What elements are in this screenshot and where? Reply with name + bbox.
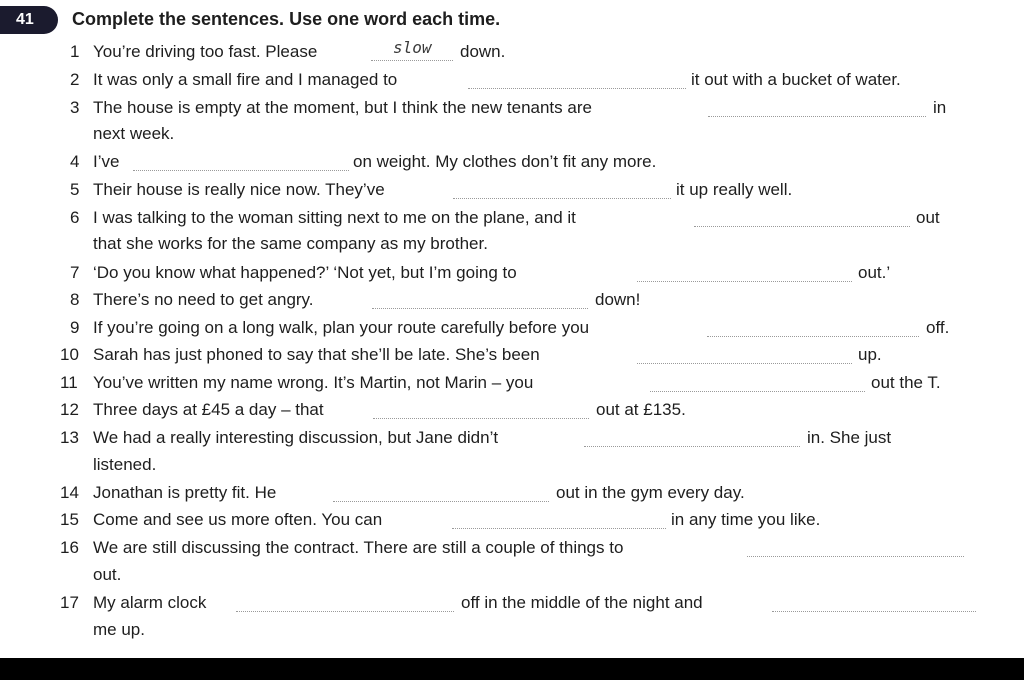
item-number: 9 xyxy=(70,318,80,337)
sentence-text: It was only a small fire and I managed to xyxy=(93,70,398,89)
item-number: 17 xyxy=(60,593,79,612)
item-number: 15 xyxy=(60,510,79,529)
sentence-text: I was talking to the woman sitting next to me on the plane, and it xyxy=(93,208,576,227)
sentence-text: We had a really interesting discussion, but Jane didn’t xyxy=(93,428,499,447)
exercise-title: Complete the sentences. Use one word each time. xyxy=(72,9,501,29)
answer-blank[interactable] xyxy=(584,426,800,447)
answer-blank[interactable] xyxy=(694,206,910,227)
sentence-9 xyxy=(0,316,1024,340)
answer-blank[interactable] xyxy=(372,288,588,309)
sentence-1 xyxy=(0,40,1024,64)
sentence-13 xyxy=(0,426,1024,450)
sentence-text: out.’ xyxy=(858,263,891,282)
sentence-7 xyxy=(0,261,1024,285)
item-number: 13 xyxy=(60,428,79,447)
sentence-text: out at £135. xyxy=(596,400,686,419)
sentence-2 xyxy=(0,68,1024,92)
sentence-6 xyxy=(0,206,1024,230)
sentence-text: If you’re going on a long walk, plan your route carefully before you xyxy=(93,318,590,337)
item-number: 11 xyxy=(60,373,78,392)
item-number: 8 xyxy=(70,290,80,309)
answer-blank[interactable] xyxy=(468,68,686,89)
sentence-text: The house is empty at the moment, but I think the new tenants are xyxy=(93,98,592,117)
sentence-14 xyxy=(0,481,1024,505)
answer-blank[interactable] xyxy=(373,398,589,419)
answer-blank[interactable] xyxy=(371,40,453,61)
sentence-12 xyxy=(0,398,1024,422)
sentence-8 xyxy=(0,288,1024,312)
answer-blank[interactable] xyxy=(236,591,454,612)
sentence-11 xyxy=(0,371,1024,395)
answer-blank[interactable] xyxy=(133,150,349,171)
item-number: 4 xyxy=(70,152,80,171)
sentence-10 xyxy=(0,343,1024,367)
item-number: 6 xyxy=(70,208,80,227)
sentence-text: off. xyxy=(926,318,950,337)
sentence-text: in any time you like. xyxy=(671,510,821,529)
sentence-6-continued: that she works for the same company as my brother. xyxy=(93,234,488,253)
bottom-black-bar xyxy=(0,658,1024,680)
answer-blank[interactable] xyxy=(637,343,852,364)
sentence-text: My alarm clock xyxy=(93,593,207,612)
sentence-text: in. She just xyxy=(807,428,892,447)
sentence-16 xyxy=(0,536,1024,560)
sentence-text: off in the middle of the night and xyxy=(461,593,703,612)
sentence-17 xyxy=(0,591,1024,615)
answer-blank[interactable] xyxy=(708,96,926,117)
sentence-3 xyxy=(0,96,1024,120)
item-number: 16 xyxy=(60,538,79,557)
sentence-text: out in the gym every day. xyxy=(556,483,745,502)
answer-blank[interactable] xyxy=(637,261,852,282)
sentence-text: Jonathan is pretty fit. He xyxy=(93,483,277,502)
item-number: 12 xyxy=(60,400,79,419)
sentence-text: There’s no need to get angry. xyxy=(93,290,314,309)
answer-blank[interactable] xyxy=(453,178,671,199)
answer-blank[interactable] xyxy=(452,508,666,529)
sentence-text: out xyxy=(916,208,940,227)
answer-blank[interactable] xyxy=(650,371,865,392)
answer-blank[interactable] xyxy=(772,591,976,612)
sentence-text: Three days at £45 a day – that xyxy=(93,400,324,419)
sentence-text: Their house is really nice now. They’ve xyxy=(93,180,385,199)
sentence-text: down! xyxy=(595,290,641,309)
sentence-text: You’ve written my name wrong. It’s Martin, not Marin – you xyxy=(93,373,534,392)
sentence-text: ‘Do you know what happened?’ ‘Not yet, but I’m going to xyxy=(93,263,517,282)
sentence-13-continued: listened. xyxy=(93,455,157,474)
sentence-text: it up really well. xyxy=(676,180,793,199)
sentence-16-continued: out. xyxy=(93,565,122,584)
sentence-text: on weight. My clothes don’t fit any more. xyxy=(353,152,657,171)
sentence-text: Come and see us more often. You can xyxy=(93,510,383,529)
sentence-text: You’re driving too fast. Please xyxy=(93,42,318,61)
answer-blank[interactable] xyxy=(707,316,919,337)
sentence-text: Sarah has just phoned to say that she’ll be late. She’s been xyxy=(93,345,540,364)
sentence-5 xyxy=(0,178,1024,202)
sentence-text: out the T. xyxy=(871,373,941,392)
sentence-text: I’ve xyxy=(93,152,120,171)
answer-blank[interactable] xyxy=(747,536,964,557)
item-number: 2 xyxy=(70,70,80,89)
sentence-text: We are still discussing the contract. There are still a couple of things to xyxy=(93,538,624,557)
item-number: 5 xyxy=(70,180,80,199)
item-number: 14 xyxy=(60,483,79,502)
answer-blank[interactable] xyxy=(333,481,549,502)
sentence-17-continued: me up. xyxy=(93,620,145,639)
sentence-text: in xyxy=(933,98,947,117)
sentence-text: down. xyxy=(460,42,506,61)
item-number: 3 xyxy=(70,98,80,117)
item-number: 7 xyxy=(70,263,80,282)
item-number: 1 xyxy=(70,42,80,61)
exercise-number-badge: 41 xyxy=(0,6,58,34)
sentence-text: up. xyxy=(858,345,882,364)
sentence-15 xyxy=(0,508,1024,532)
sentence-text: it out with a bucket of water. xyxy=(691,70,901,89)
sentence-4 xyxy=(0,150,1024,174)
sentence-3-continued: next week. xyxy=(93,124,175,143)
handwritten-answer: slow xyxy=(393,38,432,57)
item-number: 10 xyxy=(60,345,79,364)
